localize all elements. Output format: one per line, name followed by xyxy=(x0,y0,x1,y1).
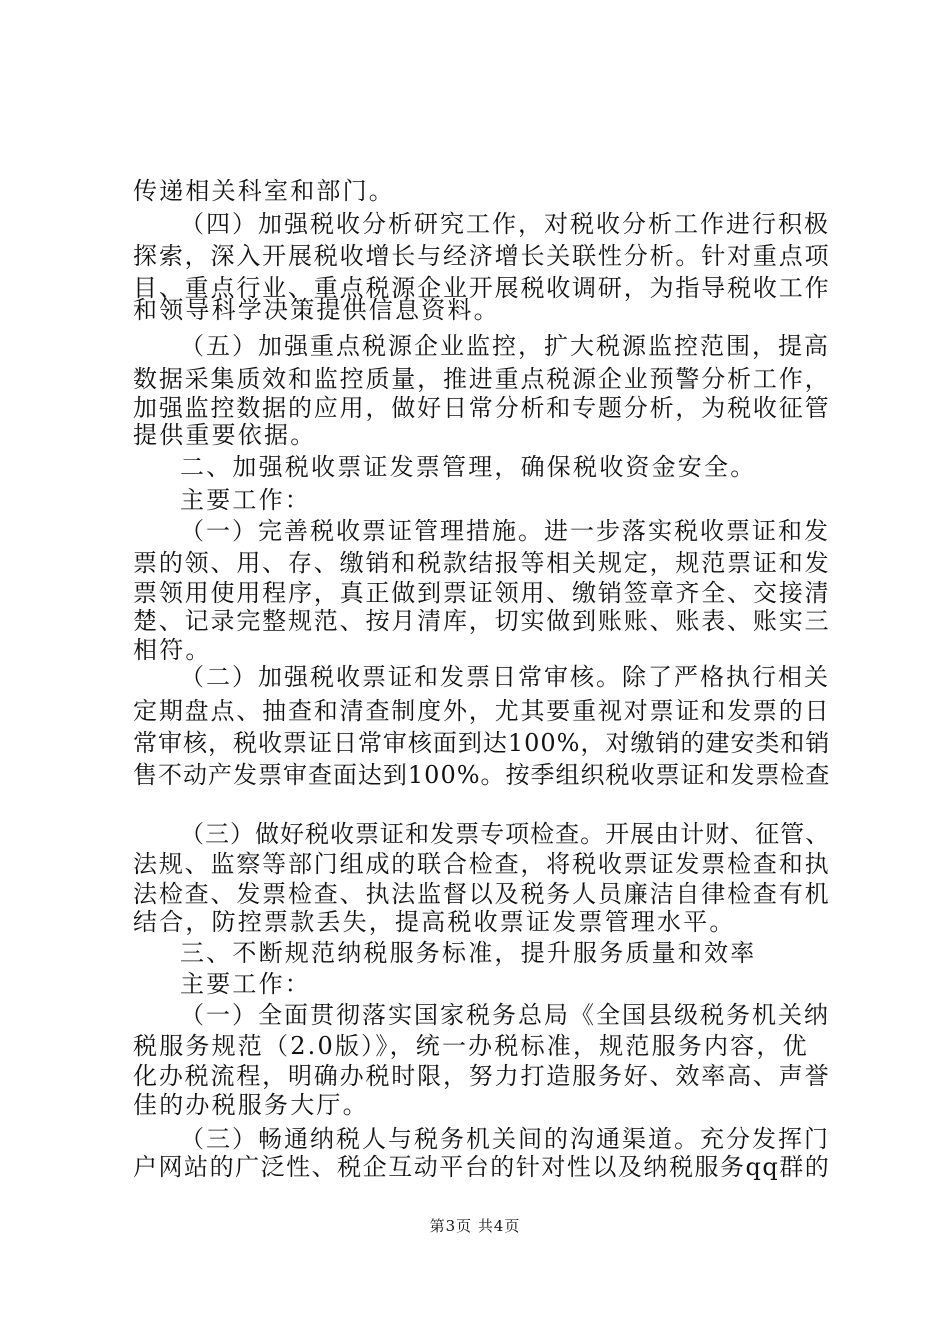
body-line: （一）全面贯彻落实国家税务总局《全国县级税务机关纳 xyxy=(180,1001,830,1029)
body-line: 常审核，税收票证日常审核面到达100%，对缴销的建安类和销 xyxy=(133,729,831,757)
body-line: （五）加强重点税源企业监控，扩大税源监控范围，提高 xyxy=(180,332,830,360)
body-line: 票领用使用程序，真正做到票证领用、缴销签章齐全、交接清 xyxy=(133,579,831,607)
body-line: 结合，防控票款丢失，提高税收票证发票管理水平。 xyxy=(133,908,736,936)
body-line: 数据采集质效和监控质量，推进重点税源企业预警分析工作， xyxy=(133,365,831,393)
body-line: （四）加强税收分析研究工作，对税收分析工作进行积极 xyxy=(180,210,830,238)
body-line: 税服务规范（2.0版）》，统一办税标准，规范服务内容，优 xyxy=(133,1032,809,1060)
body-line: （三）做好税收票证和发票专项检查。开展由计财、征管、 xyxy=(180,820,831,848)
body-line: 售不动产发票审查面达到100%。按季组织税收票证和发票检查 xyxy=(133,761,831,789)
body-line: 加强监控数据的应用，做好日常分析和专题分析，为税收征管 xyxy=(133,394,831,422)
body-line: 和领导科学决策提供信息资料。 xyxy=(133,296,500,324)
body-line: 探索，深入开展税收增长与经济增长关联性分析。针对重点项 xyxy=(133,242,831,270)
body-line: 法规、监察等部门组成的联合检查，将税收票证发票检查和执 xyxy=(133,850,831,878)
body-line: （三）畅通纳税人与税务机关间的沟通渠道。充分发挥门 xyxy=(180,1125,830,1153)
body-line: 二、加强税收票证发票管理，确保税收资金安全。 xyxy=(180,453,757,481)
body-line: 三、不断规范纳税服务标准，提升服务质量和效率 xyxy=(180,939,757,967)
body-line: 主要工作： xyxy=(180,486,311,514)
body-line: （一）完善税收票证管理措施。进一步落实税收票证和发 xyxy=(180,517,830,545)
body-line: 定期盘点、抽查和清查制度外，尤其要重视对票证和发票的日 xyxy=(133,697,831,725)
body-line: 楚、记录完整规范、按月清库，切实做到账账、账表、账实三 xyxy=(133,607,831,635)
body-line: 提供重要依据。 xyxy=(133,421,317,449)
body-line: 户网站的广泛性、税企互动平台的针对性以及纳税服务qq群的 xyxy=(133,1153,831,1181)
body-line: 化办税流程，明确办税时限，努力打造服务好、效率高、声誉 xyxy=(133,1062,831,1090)
body-line: 佳的办税服务大厅。 xyxy=(133,1091,369,1119)
body-line: （二）加强税收票证和发票日常审核。除了严格执行相关 xyxy=(180,663,830,691)
body-line: 相符。 xyxy=(133,636,212,664)
body-line: 主要工作： xyxy=(180,970,311,998)
page-number-footer: 第3页 共4页 xyxy=(429,1217,521,1235)
body-line: 目、重点行业、重点税源企业开展税收调研，为指导税收工作 xyxy=(133,274,831,302)
body-line: 传递相关科室和部门。 xyxy=(133,177,395,205)
body-line: 法检查、发票检查、执法监督以及税务人员廉洁自律检查有机 xyxy=(133,880,831,908)
body-line: 票的领、用、存、缴销和税款结报等相关规定，规范票证和发 xyxy=(133,549,831,577)
